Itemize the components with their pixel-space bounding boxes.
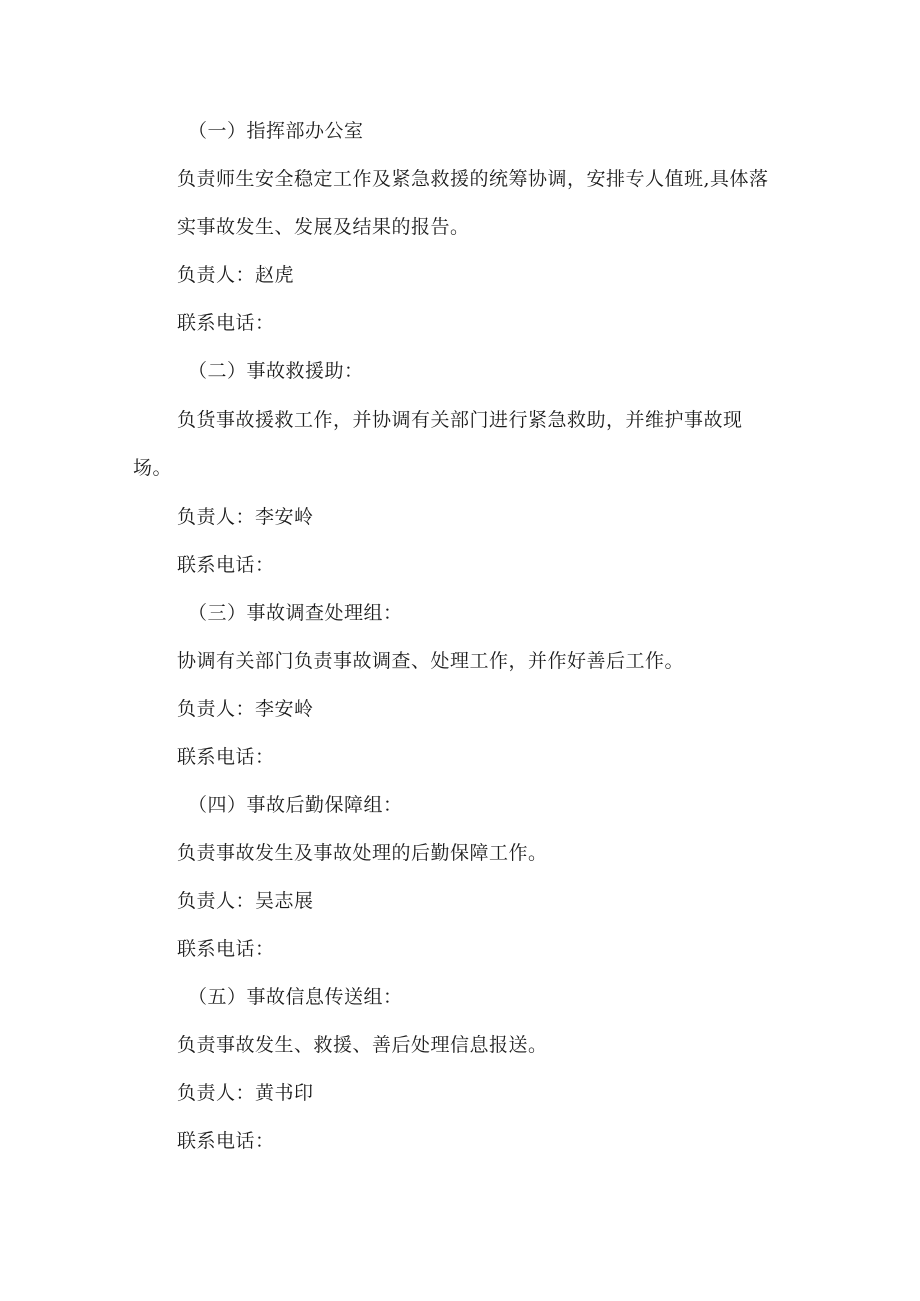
section-heading: （四）事故后勤保障组：	[188, 794, 403, 816]
responsible-person: 负责人：李安岭	[177, 698, 314, 720]
section-description: 场。	[133, 457, 173, 479]
contact-phone: 联系电话：	[177, 938, 275, 960]
contact-phone: 联系电话：	[177, 312, 275, 334]
section-description: 负责师生安全稳定工作及紧急救援的统筹协调，安排专人值班,具体落	[177, 168, 769, 190]
contact-phone: 联系电话：	[177, 554, 275, 576]
section-heading: （一）指挥部办公室	[188, 120, 364, 142]
section-heading: （二）事故救援助：	[188, 360, 364, 382]
section-heading: （三）事故调查处理组：	[188, 602, 403, 624]
section-description: 负货事故援救工作，并协调有关部门进行紧急救助，并维护事故现	[177, 409, 743, 431]
responsible-person: 负责人：赵虎	[177, 264, 295, 286]
section-description: 协调有关部门负责事故调查、处理工作，并作好善后工作。	[177, 650, 685, 672]
section-description: 负责事故发生、救援、善后处理信息报送。	[177, 1034, 548, 1056]
contact-phone: 联系电话：	[177, 746, 275, 768]
responsible-person: 负责人：吴志展	[177, 890, 314, 912]
section-description: 负责事故发生及事故处理的后勤保障工作。	[177, 842, 548, 864]
responsible-person: 负责人：黄书印	[177, 1082, 314, 1104]
section-heading: （五）事故信息传送组：	[188, 986, 403, 1008]
contact-phone: 联系电话：	[177, 1130, 275, 1152]
section-description: 实事故发生、发展及结果的报告。	[177, 216, 470, 238]
responsible-person: 负责人：李安岭	[177, 506, 314, 528]
